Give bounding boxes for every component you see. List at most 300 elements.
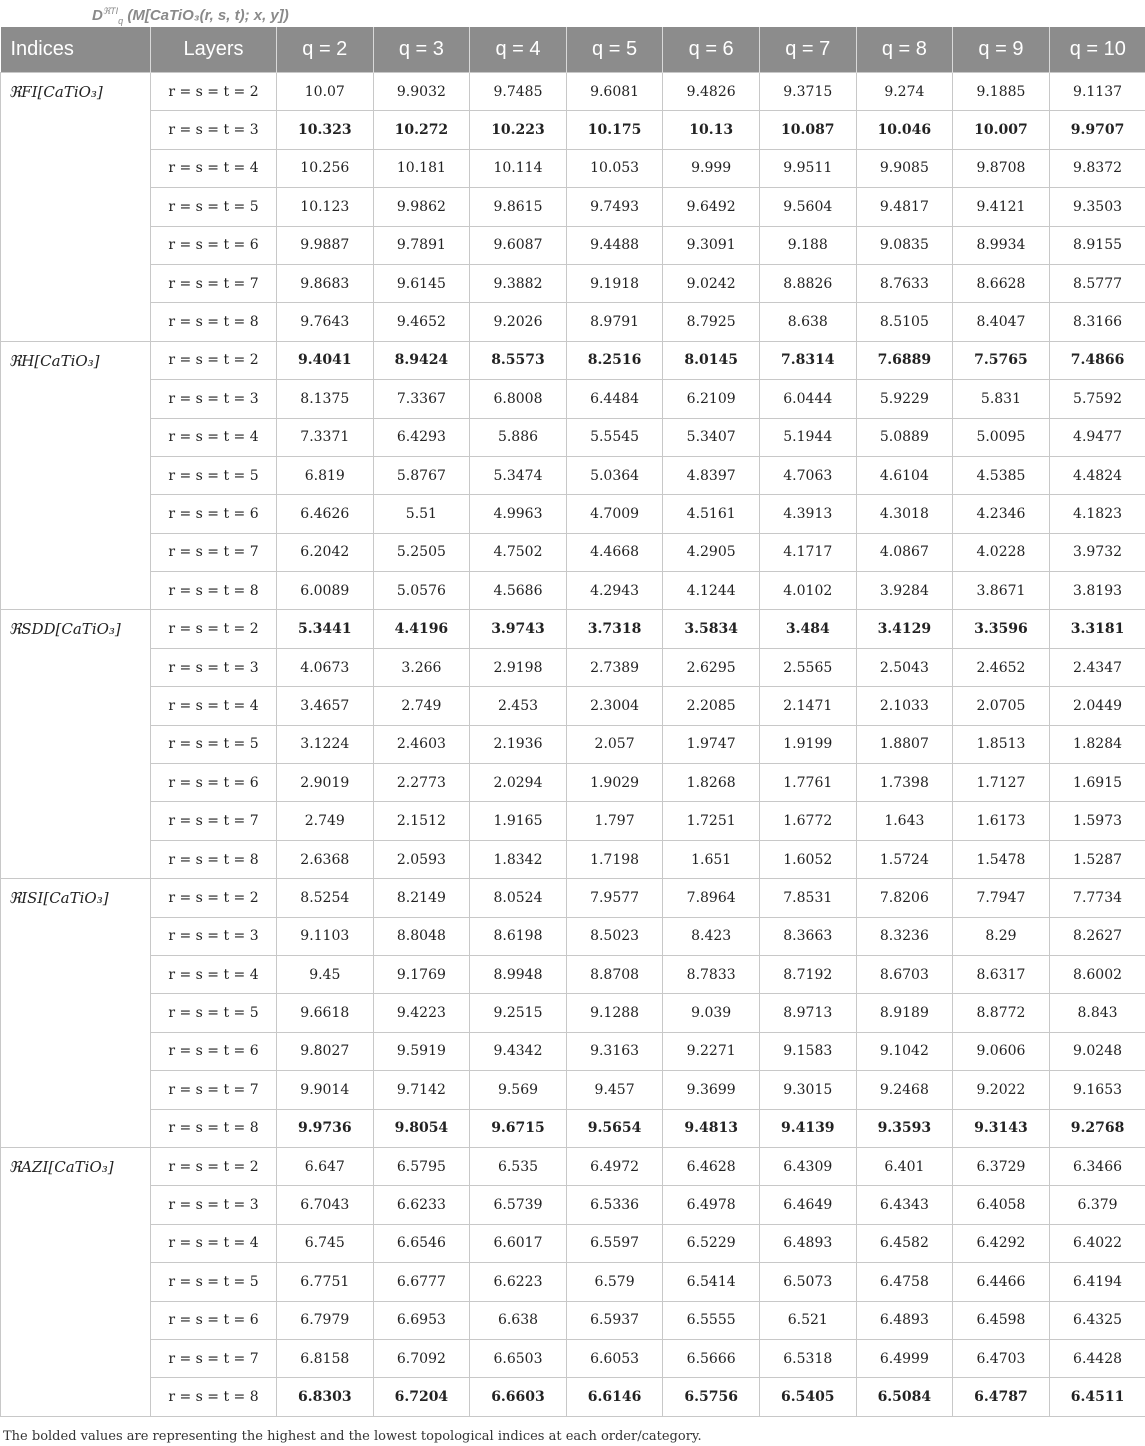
layer-cell: r = s = t = 7 <box>151 1339 277 1377</box>
value-cell: 8.6317 <box>953 955 1050 993</box>
value-cell: 8.2516 <box>566 341 663 379</box>
value-cell: 9.1583 <box>759 1032 856 1070</box>
value-cell: 9.3015 <box>759 1071 856 1109</box>
value-cell: 6.819 <box>277 456 374 494</box>
value-cell: 3.3181 <box>1049 610 1145 648</box>
value-cell: 6.4628 <box>663 1147 760 1185</box>
header-row <box>1 27 1145 73</box>
header-q8: q = 8 <box>856 27 953 73</box>
value-cell: 9.6618 <box>277 994 374 1032</box>
layer-cell: r = s = t = 3 <box>151 111 277 149</box>
value-cell: 9.4041 <box>277 341 374 379</box>
value-cell: 1.9029 <box>566 764 663 802</box>
value-cell: 1.8513 <box>953 725 1050 763</box>
value-cell: 8.7925 <box>663 303 760 341</box>
layer-cell: r = s = t = 6 <box>151 226 277 264</box>
caption-symbol: D <box>92 7 103 24</box>
value-cell: 8.3663 <box>759 917 856 955</box>
table-row <box>1 73 1145 111</box>
value-cell: 6.6053 <box>566 1339 663 1377</box>
value-cell: 3.9732 <box>1049 533 1145 571</box>
value-cell: 9.0835 <box>856 226 953 264</box>
value-cell: 9.4139 <box>759 1109 856 1147</box>
value-cell: 9.274 <box>856 73 953 111</box>
value-cell: 3.9743 <box>470 610 567 648</box>
value-cell: 1.6052 <box>759 840 856 878</box>
value-cell: 2.057 <box>566 725 663 763</box>
value-cell: 1.7398 <box>856 764 953 802</box>
layer-cell: r = s = t = 3 <box>151 380 277 418</box>
value-cell: 8.5254 <box>277 879 374 917</box>
value-cell: 4.0673 <box>277 648 374 686</box>
value-cell: 5.831 <box>953 380 1050 418</box>
value-cell: 6.5555 <box>663 1301 760 1339</box>
table-row <box>1 687 1145 725</box>
value-cell: 6.4058 <box>953 1186 1050 1224</box>
value-cell: 8.8708 <box>566 955 663 993</box>
index-name-cell: ℜAZI[CaTiO₃] <box>1 1147 151 1416</box>
value-cell: 7.8206 <box>856 879 953 917</box>
value-cell: 10.13 <box>663 111 760 149</box>
indices-table <box>0 27 1145 1417</box>
value-cell: 8.0524 <box>470 879 567 917</box>
value-cell: 6.4292 <box>953 1224 1050 1262</box>
value-cell: 9.7891 <box>373 226 470 264</box>
layer-cell: r = s = t = 8 <box>151 1378 277 1416</box>
index-name-cell: ℜISI[CaTiO₃] <box>1 879 151 1148</box>
value-cell: 6.4703 <box>953 1339 1050 1377</box>
layer-cell: r = s = t = 4 <box>151 418 277 456</box>
value-cell: 8.8826 <box>759 264 856 302</box>
value-cell: 10.256 <box>277 149 374 187</box>
value-cell: 2.1471 <box>759 687 856 725</box>
value-cell: 3.8671 <box>953 572 1050 610</box>
table-row <box>1 380 1145 418</box>
value-cell: 6.4343 <box>856 1186 953 1224</box>
value-cell: 4.0102 <box>759 572 856 610</box>
value-cell: 5.8767 <box>373 456 470 494</box>
value-cell: 9.1042 <box>856 1032 953 1070</box>
value-cell: 1.8268 <box>663 764 760 802</box>
value-cell: 6.4309 <box>759 1147 856 1185</box>
value-cell: 10.223 <box>470 111 567 149</box>
table-row <box>1 1263 1145 1301</box>
value-cell: 5.5545 <box>566 418 663 456</box>
table-row <box>1 1339 1145 1377</box>
value-cell: 6.4194 <box>1049 1263 1145 1301</box>
value-cell: 6.6146 <box>566 1378 663 1416</box>
value-cell: 8.9948 <box>470 955 567 993</box>
value-cell: 8.7633 <box>856 264 953 302</box>
table-row <box>1 188 1145 226</box>
value-cell: 8.4047 <box>953 303 1050 341</box>
value-cell: 4.5385 <box>953 456 1050 494</box>
value-cell: 9.0248 <box>1049 1032 1145 1070</box>
value-cell: 6.4626 <box>277 495 374 533</box>
value-cell: 6.4978 <box>663 1186 760 1224</box>
table-row <box>1 725 1145 763</box>
value-cell: 9.9085 <box>856 149 953 187</box>
header-q10: q = 10 <box>1049 27 1145 73</box>
value-cell: 4.2943 <box>566 572 663 610</box>
value-cell: 9.4826 <box>663 73 760 111</box>
value-cell: 8.8772 <box>953 994 1050 1032</box>
value-cell: 8.5573 <box>470 341 567 379</box>
value-cell: 6.3729 <box>953 1147 1050 1185</box>
value-cell: 10.114 <box>470 149 567 187</box>
value-cell: 5.0576 <box>373 572 470 610</box>
value-cell: 1.7127 <box>953 764 1050 802</box>
value-cell: 7.7734 <box>1049 879 1145 917</box>
value-cell: 6.0444 <box>759 380 856 418</box>
value-cell: 2.6295 <box>663 648 760 686</box>
value-cell: 9.6492 <box>663 188 760 226</box>
value-cell: 2.749 <box>277 802 374 840</box>
value-cell: 7.8964 <box>663 879 760 917</box>
value-cell: 9.5604 <box>759 188 856 226</box>
value-cell: 9.3163 <box>566 1032 663 1070</box>
value-cell: 2.0705 <box>953 687 1050 725</box>
value-cell: 6.4972 <box>566 1147 663 1185</box>
value-cell: 6.4787 <box>953 1378 1050 1416</box>
value-cell: 4.1823 <box>1049 495 1145 533</box>
value-cell: 10.053 <box>566 149 663 187</box>
value-cell: 9.4121 <box>953 188 1050 226</box>
table-row <box>1 1109 1145 1147</box>
value-cell: 3.7318 <box>566 610 663 648</box>
table-row <box>1 1071 1145 1109</box>
value-cell: 6.5229 <box>663 1224 760 1262</box>
value-cell: 10.087 <box>759 111 856 149</box>
value-cell: 8.3236 <box>856 917 953 955</box>
header-q5: q = 5 <box>566 27 663 73</box>
value-cell: 9.2026 <box>470 303 567 341</box>
value-cell: 2.749 <box>373 687 470 725</box>
layer-cell: r = s = t = 8 <box>151 572 277 610</box>
layer-cell: r = s = t = 4 <box>151 687 277 725</box>
value-cell: 9.9707 <box>1049 111 1145 149</box>
layer-cell: r = s = t = 8 <box>151 1109 277 1147</box>
value-cell: 9.2515 <box>470 994 567 1032</box>
value-cell: 1.5478 <box>953 840 1050 878</box>
value-cell: 6.7979 <box>277 1301 374 1339</box>
value-cell: 6.5405 <box>759 1378 856 1416</box>
header-indices: Indices <box>1 27 151 73</box>
layer-cell: r = s = t = 2 <box>151 73 277 111</box>
value-cell: 9.999 <box>663 149 760 187</box>
value-cell: 9.4813 <box>663 1109 760 1147</box>
value-cell: 4.0867 <box>856 533 953 571</box>
table-row <box>1 879 1145 917</box>
value-cell: 6.647 <box>277 1147 374 1185</box>
table-row <box>1 149 1145 187</box>
value-cell: 4.8397 <box>663 456 760 494</box>
value-cell: 9.9014 <box>277 1071 374 1109</box>
layer-cell: r = s = t = 5 <box>151 456 277 494</box>
value-cell: 6.6223 <box>470 1263 567 1301</box>
layer-cell: r = s = t = 2 <box>151 1147 277 1185</box>
layer-cell: r = s = t = 8 <box>151 840 277 878</box>
value-cell: 1.6173 <box>953 802 1050 840</box>
value-cell: 1.9747 <box>663 725 760 763</box>
layer-cell: r = s = t = 4 <box>151 149 277 187</box>
value-cell: 9.1288 <box>566 994 663 1032</box>
value-cell: 9.457 <box>566 1071 663 1109</box>
caption-expression: (M[CaTiO₃(r, s, t); x, y]) <box>123 7 289 24</box>
value-cell: 8.0145 <box>663 341 760 379</box>
table-row <box>1 840 1145 878</box>
value-cell: 9.8708 <box>953 149 1050 187</box>
value-cell: 7.6889 <box>856 341 953 379</box>
table-row <box>1 648 1145 686</box>
table-row <box>1 1147 1145 1185</box>
value-cell: 1.6915 <box>1049 764 1145 802</box>
value-cell: 9.9736 <box>277 1109 374 1147</box>
value-cell: 6.4598 <box>953 1301 1050 1339</box>
value-cell: 6.5756 <box>663 1378 760 1416</box>
layer-cell: r = s = t = 3 <box>151 917 277 955</box>
value-cell: 9.4817 <box>856 188 953 226</box>
value-cell: 3.484 <box>759 610 856 648</box>
value-cell: 7.7947 <box>953 879 1050 917</box>
value-cell: 6.6777 <box>373 1263 470 1301</box>
value-cell: 1.7251 <box>663 802 760 840</box>
value-cell: 9.4342 <box>470 1032 567 1070</box>
value-cell: 6.3466 <box>1049 1147 1145 1185</box>
value-cell: 2.4652 <box>953 648 1050 686</box>
index-name-cell: ℜH[CaTiO₃] <box>1 341 151 610</box>
value-cell: 2.6368 <box>277 840 374 878</box>
value-cell: 9.6081 <box>566 73 663 111</box>
value-cell: 6.6503 <box>470 1339 567 1377</box>
value-cell: 4.5686 <box>470 572 567 610</box>
table-row <box>1 264 1145 302</box>
header-q2: q = 2 <box>277 27 374 73</box>
value-cell: 6.6603 <box>470 1378 567 1416</box>
value-cell: 7.5765 <box>953 341 1050 379</box>
table-row <box>1 418 1145 456</box>
value-cell: 5.3441 <box>277 610 374 648</box>
index-name-cell: ℜFI[CaTiO₃] <box>1 73 151 342</box>
header-q9: q = 9 <box>953 27 1050 73</box>
value-cell: 8.6198 <box>470 917 567 955</box>
value-cell: 6.7043 <box>277 1186 374 1224</box>
value-cell: 5.3407 <box>663 418 760 456</box>
value-cell: 6.7092 <box>373 1339 470 1377</box>
value-cell: 8.6002 <box>1049 955 1145 993</box>
value-cell: 8.8048 <box>373 917 470 955</box>
layer-cell: r = s = t = 6 <box>151 764 277 802</box>
value-cell: 6.5336 <box>566 1186 663 1224</box>
value-cell: 1.9165 <box>470 802 567 840</box>
value-cell: 10.175 <box>566 111 663 149</box>
value-cell: 9.9032 <box>373 73 470 111</box>
value-cell: 6.7751 <box>277 1263 374 1301</box>
table-row <box>1 764 1145 802</box>
value-cell: 9.45 <box>277 955 374 993</box>
value-cell: 4.2905 <box>663 533 760 571</box>
header-layers: Layers <box>151 27 277 73</box>
value-cell: 8.423 <box>663 917 760 955</box>
value-cell: 4.3913 <box>759 495 856 533</box>
table-footnote: The bolded values are representing the highest and the lowest topological indices at each order/category. <box>3 1429 702 1444</box>
table-row <box>1 610 1145 648</box>
value-cell: 8.9713 <box>759 994 856 1032</box>
table-row <box>1 1032 1145 1070</box>
value-cell: 9.3715 <box>759 73 856 111</box>
value-cell: 6.5666 <box>663 1339 760 1377</box>
table-row <box>1 1301 1145 1339</box>
layer-cell: r = s = t = 5 <box>151 725 277 763</box>
value-cell: 6.5597 <box>566 1224 663 1262</box>
layer-cell: r = s = t = 2 <box>151 879 277 917</box>
layer-cell: r = s = t = 7 <box>151 802 277 840</box>
value-cell: 3.1224 <box>277 725 374 763</box>
layer-cell: r = s = t = 3 <box>151 1186 277 1224</box>
value-cell: 6.745 <box>277 1224 374 1262</box>
layer-cell: r = s = t = 5 <box>151 994 277 1032</box>
value-cell: 1.797 <box>566 802 663 840</box>
value-cell: 9.7643 <box>277 303 374 341</box>
value-cell: 7.3371 <box>277 418 374 456</box>
value-cell: 10.007 <box>953 111 1050 149</box>
value-cell: 3.9284 <box>856 572 953 610</box>
value-cell: 2.7389 <box>566 648 663 686</box>
value-cell: 6.6953 <box>373 1301 470 1339</box>
value-cell: 9.9862 <box>373 188 470 226</box>
value-cell: 5.0889 <box>856 418 953 456</box>
value-cell: 6.4428 <box>1049 1339 1145 1377</box>
value-cell: 4.9963 <box>470 495 567 533</box>
value-cell: 5.3474 <box>470 456 567 494</box>
value-cell: 8.9934 <box>953 226 1050 264</box>
header-q7: q = 7 <box>759 27 856 73</box>
table-row <box>1 1224 1145 1262</box>
table-row <box>1 341 1145 379</box>
value-cell: 9.8054 <box>373 1109 470 1147</box>
value-cell: 6.4466 <box>953 1263 1050 1301</box>
value-cell: 9.8615 <box>470 188 567 226</box>
value-cell: 8.5777 <box>1049 264 1145 302</box>
value-cell: 9.6087 <box>470 226 567 264</box>
table-row <box>1 955 1145 993</box>
value-cell: 3.4129 <box>856 610 953 648</box>
value-cell: 2.3004 <box>566 687 663 725</box>
layer-cell: r = s = t = 4 <box>151 955 277 993</box>
value-cell: 5.2505 <box>373 533 470 571</box>
value-cell: 1.8284 <box>1049 725 1145 763</box>
value-cell: 9.2022 <box>953 1071 1050 1109</box>
value-cell: 10.272 <box>373 111 470 149</box>
value-cell: 9.3699 <box>663 1071 760 1109</box>
layer-cell: r = s = t = 2 <box>151 341 277 379</box>
value-cell: 4.7063 <box>759 456 856 494</box>
layer-cell: r = s = t = 5 <box>151 188 277 226</box>
value-cell: 4.2346 <box>953 495 1050 533</box>
value-cell: 9.7485 <box>470 73 567 111</box>
value-cell: 2.453 <box>470 687 567 725</box>
layer-cell: r = s = t = 3 <box>151 648 277 686</box>
value-cell: 9.9887 <box>277 226 374 264</box>
value-cell: 6.4758 <box>856 1263 953 1301</box>
value-cell: 4.4668 <box>566 533 663 571</box>
table-row <box>1 456 1145 494</box>
value-cell: 4.3018 <box>856 495 953 533</box>
layer-cell: r = s = t = 7 <box>151 264 277 302</box>
value-cell: 2.1033 <box>856 687 953 725</box>
table-row <box>1 533 1145 571</box>
value-cell: 2.9198 <box>470 648 567 686</box>
value-cell: 6.6233 <box>373 1186 470 1224</box>
value-cell: 2.0294 <box>470 764 567 802</box>
value-cell: 9.3503 <box>1049 188 1145 226</box>
table-row <box>1 495 1145 533</box>
value-cell: 6.2109 <box>663 380 760 418</box>
value-cell: 6.401 <box>856 1147 953 1185</box>
caption-sub: q <box>118 16 124 26</box>
value-cell: 1.6772 <box>759 802 856 840</box>
value-cell: 1.7761 <box>759 764 856 802</box>
value-cell: 7.3367 <box>373 380 470 418</box>
value-cell: 8.843 <box>1049 994 1145 1032</box>
value-cell: 6.0089 <box>277 572 374 610</box>
value-cell: 2.0593 <box>373 840 470 878</box>
value-cell: 3.8193 <box>1049 572 1145 610</box>
index-name-cell: ℜSDD[CaTiO₃] <box>1 610 151 879</box>
value-cell: 3.266 <box>373 648 470 686</box>
value-cell: 1.7198 <box>566 840 663 878</box>
value-cell: 4.7502 <box>470 533 567 571</box>
value-cell: 3.5834 <box>663 610 760 648</box>
value-cell: 6.2042 <box>277 533 374 571</box>
value-cell: 4.4824 <box>1049 456 1145 494</box>
value-cell: 6.4022 <box>1049 1224 1145 1262</box>
value-cell: 5.0095 <box>953 418 1050 456</box>
value-cell: 4.9477 <box>1049 418 1145 456</box>
value-cell: 2.1936 <box>470 725 567 763</box>
table-body <box>1 73 1145 1417</box>
value-cell: 2.5043 <box>856 648 953 686</box>
value-cell: 9.7142 <box>373 1071 470 1109</box>
value-cell: 8.638 <box>759 303 856 341</box>
value-cell: 9.4652 <box>373 303 470 341</box>
table-row <box>1 917 1145 955</box>
value-cell: 1.5724 <box>856 840 953 878</box>
value-cell: 9.0242 <box>663 264 760 302</box>
table-row <box>1 1186 1145 1224</box>
layer-cell: r = s = t = 6 <box>151 1032 277 1070</box>
value-cell: 9.3593 <box>856 1109 953 1147</box>
value-cell: 2.9019 <box>277 764 374 802</box>
value-cell: 6.8008 <box>470 380 567 418</box>
value-cell: 5.886 <box>470 418 567 456</box>
value-cell: 9.8027 <box>277 1032 374 1070</box>
value-cell: 6.4293 <box>373 418 470 456</box>
value-cell: 9.1653 <box>1049 1071 1145 1109</box>
value-cell: 8.9155 <box>1049 226 1145 264</box>
value-cell: 9.1885 <box>953 73 1050 111</box>
value-cell: 6.638 <box>470 1301 567 1339</box>
value-cell: 9.1103 <box>277 917 374 955</box>
value-cell: 5.0364 <box>566 456 663 494</box>
value-cell: 8.7833 <box>663 955 760 993</box>
value-cell: 1.9199 <box>759 725 856 763</box>
header-q3: q = 3 <box>373 27 470 73</box>
value-cell: 8.9189 <box>856 994 953 1032</box>
value-cell: 6.535 <box>470 1147 567 1185</box>
value-cell: 1.5287 <box>1049 840 1145 878</box>
value-cell: 10.323 <box>277 111 374 149</box>
